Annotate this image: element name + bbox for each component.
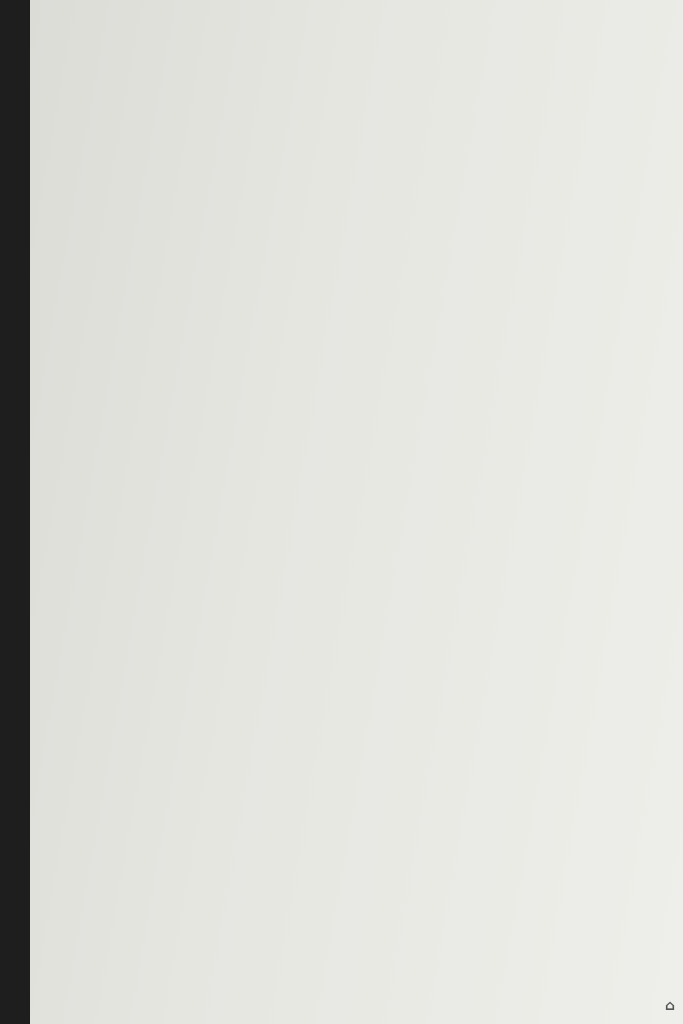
document-page [30,0,683,1024]
toc-top-list [116,38,672,101]
left-index-column [82,290,422,294]
right-index-column [430,318,683,330]
watermark [665,998,675,1014]
section-title [166,262,683,313]
tag-icon: ⌂ [664,998,675,1014]
